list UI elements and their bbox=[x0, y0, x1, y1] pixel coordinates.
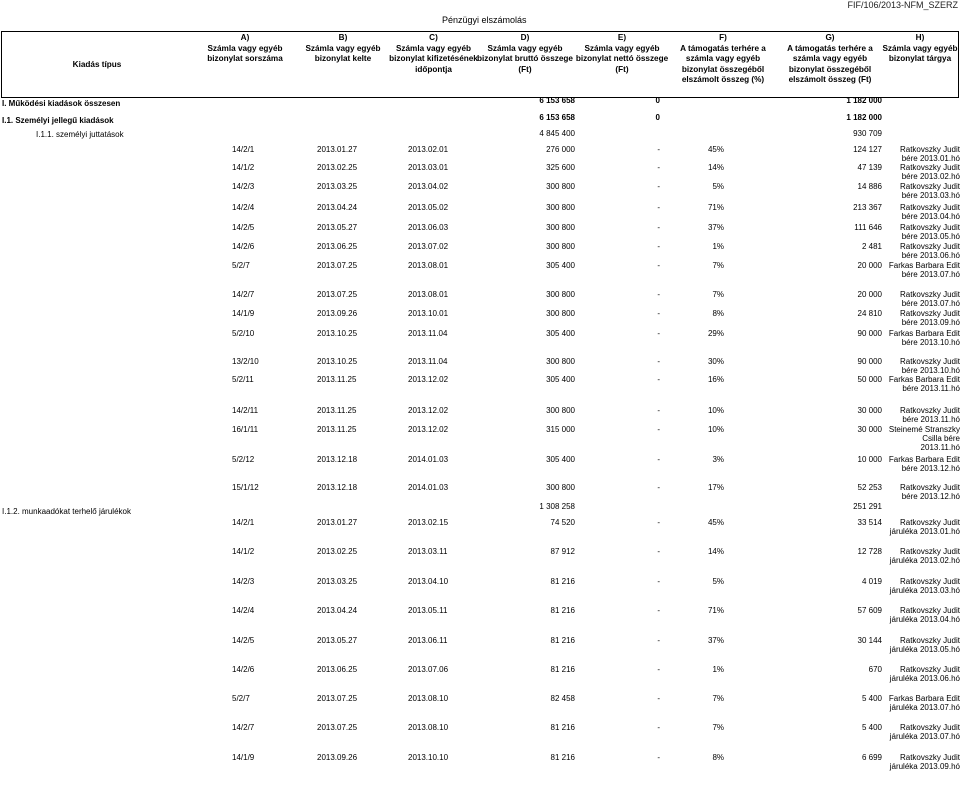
cell-c: 2013.07.02 bbox=[408, 242, 449, 251]
summary-label-s2: I.1. Személyi jellegű kiadások bbox=[2, 116, 114, 125]
cell-h-line: Farkas Barbara Edit bbox=[888, 375, 960, 384]
cell-e: - bbox=[657, 547, 660, 556]
header-col-d bbox=[474, 33, 576, 75]
cell-f: 10% bbox=[707, 406, 724, 415]
cell-f: 45% bbox=[707, 518, 724, 527]
cell-c: 2013.12.02 bbox=[408, 375, 449, 384]
cell-d: 305 400 bbox=[546, 261, 575, 270]
document-reference: FIF/106/2013-NFM_SZERZ bbox=[847, 0, 958, 10]
header-col-h bbox=[880, 33, 960, 65]
cell-h-line: bére 2013.12.hó bbox=[901, 492, 960, 501]
cell-a: 13/2/10 bbox=[232, 357, 259, 366]
cell-e: - bbox=[657, 145, 660, 154]
cell-f: 16% bbox=[707, 375, 724, 384]
cell-d: 300 800 bbox=[546, 223, 575, 232]
cell-h-line: járuléka 2013.06.hó bbox=[889, 674, 960, 683]
cell-c: 2013.05.02 bbox=[408, 203, 449, 212]
cell-a: 14/2/7 bbox=[232, 290, 255, 299]
summary-d-s1: 6 153 658 bbox=[539, 96, 575, 105]
cell-g: 670 bbox=[868, 665, 882, 674]
cell-e: - bbox=[657, 665, 660, 674]
cell-h-line: bére 2013.09.hó bbox=[901, 318, 960, 327]
cell-c: 2013.12.02 bbox=[408, 425, 449, 434]
header-col-text: Számla vagy egyéb bizonylat bruttó összege (Ft) bbox=[477, 43, 573, 74]
cell-h-line: Ratkovszky Judit bbox=[899, 753, 960, 762]
header-col-text: A támogatás terhére a számla vagy egyéb bizonylat összegéből elszámolt összeg (%) bbox=[680, 43, 766, 84]
cell-d: 81 216 bbox=[550, 606, 575, 615]
cell-a: 14/2/6 bbox=[232, 242, 255, 251]
cell-d: 300 800 bbox=[546, 406, 575, 415]
cell-h-line: Ratkovszky Judit bbox=[899, 636, 960, 645]
header-col-letter: H) bbox=[915, 33, 925, 42]
cell-f: 7% bbox=[712, 290, 724, 299]
summary-d-s3: 4 845 400 bbox=[539, 129, 575, 138]
cell-g: 4 019 bbox=[861, 577, 882, 586]
cell-h-line: bére 2013.06.hó bbox=[901, 251, 960, 260]
cell-a: 5/2/7 bbox=[232, 261, 250, 270]
cell-h-line: bére 2013.03.hó bbox=[901, 191, 960, 200]
cell-a: 14/2/11 bbox=[232, 406, 259, 415]
cell-h-line: bére 2013.07.hó bbox=[901, 270, 960, 279]
cell-f: 10% bbox=[707, 425, 724, 434]
cell-d: 87 912 bbox=[550, 547, 575, 556]
cell-b: 2013.01.27 bbox=[317, 518, 358, 527]
cell-g: 24 810 bbox=[857, 309, 882, 318]
cell-d: 305 400 bbox=[546, 329, 575, 338]
cell-a: 14/2/4 bbox=[232, 203, 255, 212]
cell-f: 71% bbox=[707, 203, 724, 212]
header-col-letter: D) bbox=[520, 33, 530, 42]
cell-h-line: Farkas Barbara Edit bbox=[888, 329, 960, 338]
cell-b: 2013.07.25 bbox=[317, 261, 358, 270]
cell-b: 2013.03.25 bbox=[317, 182, 358, 191]
cell-e: - bbox=[657, 375, 660, 384]
header-col-c bbox=[386, 33, 481, 75]
cell-c: 2013.08.01 bbox=[408, 290, 449, 299]
cell-f: 37% bbox=[707, 223, 724, 232]
cell-b: 2013.04.24 bbox=[317, 606, 358, 615]
cell-a: 14/2/5 bbox=[232, 223, 255, 232]
cell-b: 2013.09.26 bbox=[317, 309, 358, 318]
cell-g: 52 253 bbox=[857, 483, 882, 492]
cell-b: 2013.04.24 bbox=[317, 203, 358, 212]
cell-f: 7% bbox=[712, 261, 724, 270]
summary-label-s4: I.1.2. munkaadókat terhelő járulékok bbox=[2, 507, 131, 516]
summary-g-s2: 1 182 000 bbox=[846, 113, 882, 122]
cell-e: - bbox=[657, 309, 660, 318]
cell-h-line: Ratkovszky Judit bbox=[899, 290, 960, 299]
header-col-g bbox=[782, 33, 878, 86]
cell-b: 2013.02.25 bbox=[317, 163, 358, 172]
summary-g-s1: 1 182 000 bbox=[846, 96, 882, 105]
cell-h-line: Ratkovszky Judit bbox=[899, 223, 960, 232]
cell-b: 2013.10.25 bbox=[317, 329, 358, 338]
cell-h-line: Ratkovszky Judit bbox=[899, 577, 960, 586]
cell-h-line: Ratkovszky Judit bbox=[899, 547, 960, 556]
cell-h-line: Ratkovszky Judit bbox=[899, 309, 960, 318]
cell-f: 7% bbox=[712, 694, 724, 703]
cell-a: 5/2/7 bbox=[232, 694, 250, 703]
cell-g: 47 139 bbox=[857, 163, 882, 172]
cell-c: 2014.01.03 bbox=[408, 483, 449, 492]
cell-g: 2 481 bbox=[861, 242, 882, 251]
cell-h-line: Ratkovszky Judit bbox=[899, 145, 960, 154]
cell-c: 2013.10.10 bbox=[408, 753, 449, 762]
cell-d: 300 800 bbox=[546, 290, 575, 299]
cell-f: 8% bbox=[712, 753, 724, 762]
cell-c: 2013.05.11 bbox=[408, 606, 448, 615]
cell-e: - bbox=[657, 483, 660, 492]
summary-g-s4: 251 291 bbox=[853, 502, 882, 511]
cell-d: 305 400 bbox=[546, 455, 575, 464]
cell-a: 16/1/11 bbox=[232, 425, 259, 434]
cell-e: - bbox=[657, 182, 660, 191]
cell-e: - bbox=[657, 203, 660, 212]
cell-h-line: bére 2013.10.hó bbox=[901, 366, 960, 375]
cell-c: 2013.04.02 bbox=[408, 182, 449, 191]
cell-h-line: bére 2013.04.hó bbox=[901, 212, 960, 221]
cell-a: 14/1/9 bbox=[232, 309, 255, 318]
cell-g: 213 367 bbox=[853, 203, 882, 212]
cell-e: - bbox=[657, 425, 660, 434]
header-col-letter: A) bbox=[240, 33, 250, 42]
cell-g: 33 514 bbox=[857, 518, 882, 527]
cell-a: 5/2/11 bbox=[232, 375, 254, 384]
cell-d: 305 400 bbox=[546, 375, 575, 384]
cell-c: 2013.06.03 bbox=[408, 223, 449, 232]
cell-b: 2013.05.27 bbox=[317, 636, 358, 645]
cell-e: - bbox=[657, 518, 660, 527]
header-col-text: Számla vagy egyéb bizonylat kifizetésének időpontja bbox=[389, 43, 478, 74]
cell-c: 2013.08.10 bbox=[408, 694, 449, 703]
cell-f: 1% bbox=[712, 665, 724, 674]
cell-g: 10 000 bbox=[857, 455, 882, 464]
cell-e: - bbox=[657, 406, 660, 415]
cell-f: 37% bbox=[707, 636, 724, 645]
cell-d: 315 000 bbox=[546, 425, 575, 434]
cell-d: 325 600 bbox=[546, 163, 575, 172]
cell-h-line: Farkas Barbara Edit bbox=[888, 261, 960, 270]
cell-f: 29% bbox=[707, 329, 724, 338]
cell-h-line: bére 2013.12.hó bbox=[901, 464, 960, 473]
header-col-letter: E) bbox=[617, 33, 627, 42]
cell-g: 6 699 bbox=[861, 753, 882, 762]
cell-d: 300 800 bbox=[546, 357, 575, 366]
cell-h-line: Ratkovszky Judit bbox=[899, 182, 960, 191]
cell-a: 14/2/1 bbox=[232, 518, 255, 527]
cell-d: 300 800 bbox=[546, 242, 575, 251]
header-col-b bbox=[298, 33, 388, 65]
cell-a: 14/2/4 bbox=[232, 606, 255, 615]
cell-g: 90 000 bbox=[857, 329, 882, 338]
cell-a: 14/1/2 bbox=[232, 163, 255, 172]
cell-h-line: bére 2013.11.hó bbox=[902, 384, 960, 393]
cell-g: 5 400 bbox=[861, 694, 882, 703]
cell-e: - bbox=[657, 577, 660, 586]
cell-h-line: bére 2013.07.hó bbox=[901, 299, 960, 308]
cell-g: 30 144 bbox=[857, 636, 882, 645]
cell-c: 2013.03.01 bbox=[408, 163, 449, 172]
cell-f: 14% bbox=[707, 547, 724, 556]
cell-h-line: Farkas Barbara Edit bbox=[888, 455, 960, 464]
cell-h-line: Ratkovszky Judit bbox=[899, 665, 960, 674]
cell-h-line: járuléka 2013.02.hó bbox=[889, 556, 960, 565]
cell-h-line: járuléka 2013.09.hó bbox=[889, 762, 960, 771]
cell-b: 2013.02.25 bbox=[317, 547, 358, 556]
header-col-letter: G) bbox=[825, 33, 835, 42]
summary-e-s2: 0 bbox=[655, 113, 660, 122]
cell-h-line: Ratkovszky Judit bbox=[899, 203, 960, 212]
cell-f: 71% bbox=[707, 606, 724, 615]
cell-b: 2013.07.25 bbox=[317, 290, 358, 299]
cell-a: 14/2/1 bbox=[232, 145, 255, 154]
cell-f: 8% bbox=[712, 309, 724, 318]
cell-b: 2013.09.26 bbox=[317, 753, 358, 762]
cell-h-line: bére 2013.02.hó bbox=[901, 172, 960, 181]
header-col-e bbox=[574, 33, 670, 75]
header-col-text: Számla vagy egyéb bizonylat sorszáma bbox=[207, 43, 283, 63]
cell-g: 20 000 bbox=[857, 261, 882, 270]
cell-h-line: bére 2013.11.hó bbox=[902, 415, 960, 424]
cell-h-line: bére 2013.01.hó bbox=[901, 154, 960, 163]
cell-b: 2013.12.18 bbox=[317, 483, 358, 492]
cell-b: 2013.10.25 bbox=[317, 357, 358, 366]
cell-d: 81 216 bbox=[550, 636, 575, 645]
cell-h-line: Ratkovszky Judit bbox=[899, 357, 960, 366]
cell-d: 74 520 bbox=[550, 518, 575, 527]
cell-g: 90 000 bbox=[857, 357, 882, 366]
cell-f: 14% bbox=[707, 163, 724, 172]
cell-h-line: járuléka 2013.07.hó bbox=[889, 732, 960, 741]
cell-b: 2013.06.25 bbox=[317, 665, 358, 674]
cell-g: 50 000 bbox=[857, 375, 882, 384]
cell-e: - bbox=[657, 606, 660, 615]
header-col-letter: B) bbox=[338, 33, 348, 42]
cell-g: 12 728 bbox=[857, 547, 882, 556]
cell-d: 300 800 bbox=[546, 483, 575, 492]
cell-a: 14/2/7 bbox=[232, 723, 255, 732]
cell-h-line: járuléka 2013.05.hó bbox=[889, 645, 960, 654]
cell-e: - bbox=[657, 455, 660, 464]
cell-h-line: járuléka 2013.04.hó bbox=[889, 615, 960, 624]
cell-d: 276 000 bbox=[546, 145, 575, 154]
cell-h-line: Ratkovszky Judit bbox=[899, 723, 960, 732]
summary-e-s1: 0 bbox=[655, 96, 660, 105]
cell-e: - bbox=[657, 163, 660, 172]
cell-a: 14/2/3 bbox=[232, 182, 255, 191]
cell-e: - bbox=[657, 261, 660, 270]
cell-h-line: bére 2013.05.hó bbox=[901, 232, 960, 241]
cell-c: 2013.02.15 bbox=[408, 518, 449, 527]
cell-e: - bbox=[657, 694, 660, 703]
cell-d: 81 216 bbox=[550, 665, 575, 674]
cell-f: 30% bbox=[707, 357, 724, 366]
cell-f: 5% bbox=[712, 577, 724, 586]
cell-f: 5% bbox=[712, 182, 724, 191]
cell-h-line: bére 2013.10.hó bbox=[901, 338, 960, 347]
page-title: Pénzügyi elszámolás bbox=[442, 15, 527, 25]
cell-f: 7% bbox=[712, 723, 724, 732]
cell-e: - bbox=[657, 357, 660, 366]
cell-c: 2013.11.04 bbox=[408, 329, 448, 338]
cell-b: 2013.11.25 bbox=[317, 425, 357, 434]
header-col-letter: C) bbox=[429, 33, 438, 42]
cell-g: 14 886 bbox=[857, 182, 882, 191]
header-col-text: Számla vagy egyéb bizonylat nettó összege (Ft) bbox=[575, 43, 669, 74]
summary-label-s1: I. Működési kiadások összesen bbox=[2, 99, 121, 108]
cell-h-line: Ratkovszky Judit bbox=[899, 242, 960, 251]
cell-g: 111 646 bbox=[854, 223, 882, 232]
summary-label-s3: I.1.1. személyi juttatások bbox=[36, 130, 124, 139]
cell-c: 2014.01.03 bbox=[408, 455, 449, 464]
cell-d: 81 216 bbox=[550, 577, 575, 586]
cell-e: - bbox=[657, 242, 660, 251]
cell-e: - bbox=[657, 223, 660, 232]
header-col-text: A támogatás terhére a számla vagy egyéb bizonylat összegéből elszámolt összeg (Ft) bbox=[787, 43, 873, 84]
cell-d: 300 800 bbox=[546, 203, 575, 212]
cell-c: 2013.03.11 bbox=[408, 547, 448, 556]
cell-f: 45% bbox=[707, 145, 724, 154]
cell-d: 81 216 bbox=[550, 753, 575, 762]
cell-h-line: Ratkovszky Judit bbox=[899, 483, 960, 492]
cell-a: 14/2/5 bbox=[232, 636, 255, 645]
cell-g: 20 000 bbox=[857, 290, 882, 299]
cell-c: 2013.08.10 bbox=[408, 723, 449, 732]
cell-a: 14/2/3 bbox=[232, 577, 255, 586]
cell-a: 14/1/2 bbox=[232, 547, 255, 556]
header-col-text: Számla vagy egyéb bizonylat tárgya bbox=[882, 43, 958, 63]
cell-e: - bbox=[657, 329, 660, 338]
cell-c: 2013.04.10 bbox=[408, 577, 449, 586]
cell-f: 17% bbox=[707, 483, 724, 492]
cell-g: 124 127 bbox=[853, 145, 882, 154]
cell-e: - bbox=[657, 290, 660, 299]
cell-g: 30 000 bbox=[857, 406, 882, 415]
summary-d-s2: 6 153 658 bbox=[539, 113, 575, 122]
cell-h-line: járuléka 2013.01.hó bbox=[889, 527, 960, 536]
header-col-f bbox=[676, 33, 770, 86]
cell-e: - bbox=[657, 753, 660, 762]
header-kiadas-tipus: Kiadás típus bbox=[72, 60, 122, 69]
cell-b: 2013.03.25 bbox=[317, 577, 358, 586]
summary-g-s3: 930 709 bbox=[853, 129, 882, 138]
cell-c: 2013.07.06 bbox=[408, 665, 449, 674]
cell-b: 2013.01.27 bbox=[317, 145, 358, 154]
cell-g: 30 000 bbox=[857, 425, 882, 434]
cell-c: 2013.11.04 bbox=[408, 357, 448, 366]
cell-h-line: 2013.11.hó bbox=[920, 443, 960, 452]
cell-b: 2013.06.25 bbox=[317, 242, 358, 251]
cell-h-line: Ratkovszky Judit bbox=[899, 406, 960, 415]
cell-a: 14/2/6 bbox=[232, 665, 255, 674]
cell-c: 2013.10.01 bbox=[408, 309, 449, 318]
cell-f: 3% bbox=[712, 455, 724, 464]
cell-a: 15/1/12 bbox=[232, 483, 259, 492]
cell-b: 2013.07.25 bbox=[317, 723, 358, 732]
cell-h-line: Ratkovszky Judit bbox=[899, 606, 960, 615]
cell-g: 57 609 bbox=[857, 606, 882, 615]
cell-g: 5 400 bbox=[861, 723, 882, 732]
cell-h-line: járuléka 2013.07.hó bbox=[889, 703, 960, 712]
cell-e: - bbox=[657, 636, 660, 645]
cell-h-line: Farkas Barbara Edit bbox=[888, 694, 960, 703]
cell-c: 2013.06.11 bbox=[408, 636, 448, 645]
cell-b: 2013.05.27 bbox=[317, 223, 358, 232]
header-col-letter: F) bbox=[719, 33, 727, 42]
header-col-a bbox=[200, 33, 290, 65]
summary-d-s4: 1 308 258 bbox=[539, 502, 575, 511]
cell-a: 5/2/10 bbox=[232, 329, 255, 338]
cell-h-line: Csilla bére bbox=[922, 434, 960, 443]
cell-d: 81 216 bbox=[550, 723, 575, 732]
cell-b: 2013.11.25 bbox=[317, 375, 357, 384]
cell-h-line: járuléka 2013.03.hó bbox=[889, 586, 960, 595]
cell-b: 2013.07.25 bbox=[317, 694, 358, 703]
cell-d: 82 458 bbox=[550, 694, 575, 703]
cell-c: 2013.02.01 bbox=[408, 145, 449, 154]
cell-a: 5/2/12 bbox=[232, 455, 255, 464]
cell-b: 2013.12.18 bbox=[317, 455, 358, 464]
cell-e: - bbox=[657, 723, 660, 732]
cell-h-line: Ratkovszky Judit bbox=[899, 518, 960, 527]
cell-h-line: Steinemé Stranszky bbox=[888, 425, 960, 434]
cell-d: 300 800 bbox=[546, 182, 575, 191]
cell-a: 14/1/9 bbox=[232, 753, 255, 762]
cell-f: 1% bbox=[712, 242, 724, 251]
cell-h-line: Ratkovszky Judit bbox=[899, 163, 960, 172]
cell-c: 2013.08.01 bbox=[408, 261, 449, 270]
cell-b: 2013.11.25 bbox=[317, 406, 357, 415]
header-col-text: Számla vagy egyéb bizonylat kelte bbox=[305, 43, 381, 63]
cell-c: 2013.12.02 bbox=[408, 406, 449, 415]
cell-d: 300 800 bbox=[546, 309, 575, 318]
